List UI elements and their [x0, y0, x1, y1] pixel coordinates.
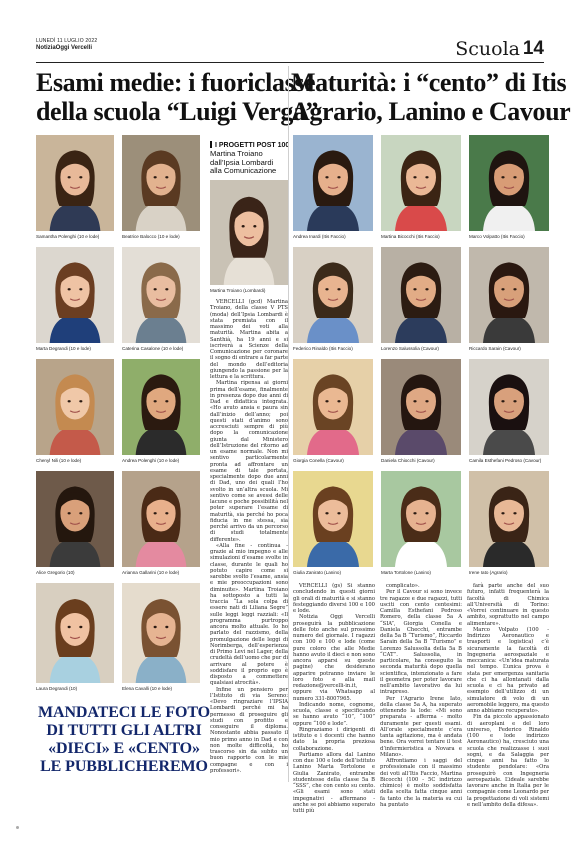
box-title-line: Martina Troiano: [210, 149, 263, 158]
graduate-photo: [293, 471, 373, 567]
student-photo: [122, 359, 200, 455]
student-caption: Chenyl Nili (10 e lode): [36, 458, 82, 463]
banner-line: LE PUBBLICHEREMO: [40, 758, 208, 775]
article-paragraph: Marco Volpato (100 - Indirizzo Aeronautico e trasporti e logistica) c’è sicuramente la facoltà di Ingegneria aerospaziale e meccanica: «Un’idea maturata nel tempo. L’unica prova è stata per emergenza sanitaria che ci ha allontanati dalla scuola e ci ha privato ad esempio dell’utilizzo di un simulatore di volo di un aeromobile leggero, ma questo anno abbiamo recuperato».: [467, 626, 549, 714]
box-title: [210, 150, 288, 176]
graduate-caption: Riccardo Sarain (Cavour): [469, 346, 521, 351]
graduate-caption: Irene Iato (Agrario): [469, 570, 508, 575]
graduate-caption: Federico Rinaldo (Itis Faccio): [293, 346, 353, 351]
student-photo: [36, 135, 114, 231]
student-caption: Andrea Polenghi (10 e lode): [122, 458, 180, 463]
right-headline-line: Maturità: i “cento” di Itis: [291, 68, 567, 97]
box-photo: [210, 180, 288, 285]
newspaper-name: NotiziaOggi Vercelli: [36, 45, 93, 51]
article-paragraph: Indicando nome, cognome, scuola, classe e specificando se hanno avuto “10”, “100” oppure “100 e lode”.: [293, 701, 375, 727]
box-kicker: [210, 141, 289, 149]
graduate-caption: Marta Tortolone (Lanino): [381, 570, 431, 575]
student-caption: Samantha Polenghi (10 e lode): [36, 234, 100, 239]
graduate-photo: [293, 247, 373, 343]
article-paragraph: farà parte anche del suo futuro, infatti frequenterà la facoltà di Chimica all’Università di Torino: «Vorrei continuare in questo ambito, soprattutto nel campo alimentare».: [467, 583, 549, 627]
graduate-caption: Andrea Inardi (Itis Faccio): [293, 234, 346, 239]
graduate-photo: [293, 359, 373, 455]
graduate-photo: [381, 247, 461, 343]
student-caption: Arianna Gallarini (10 e lode): [122, 570, 180, 575]
article-paragraph: Ringraziamo i dirigenti di istituto e i docenti che hanno dato la propria preziosa collaborazione.: [293, 726, 375, 752]
article-paragraph: Notizia Oggi Vercelli proseguirà la pubblicazione delle foto anche sul prossimo numero del giornale. I ragazzi con 100 e 100 e lode (come pure coloro che alle Medie hanno avuto il dieci e non sono ancora apparsi su queste pagine) che desiderano apparire potranno inviare le loro foto e alla mail redazione@vercelli-in.it, oppure via Whatsapp al numero 331-8007965.: [293, 614, 375, 702]
student-photo: [36, 359, 114, 455]
issue-date: LUNEDÌ 11 LUGLIO 2022: [36, 38, 98, 44]
left-headline-line: Esami medie: i fuoriclasse: [36, 68, 316, 97]
left-headline-line: della scuola “Luigi Verga”: [36, 97, 319, 126]
right-article-col-3: [467, 583, 549, 826]
banner-line: DI TUTTI GLI ALTRI: [46, 722, 202, 739]
article-paragraph: Per il Cavour si sono invece tre ragazze e due ragazzi, tutti usciti con cento centesimi: Camilla Esthefani Pedroso Romero, della classe 5a A “SIA”, Giorgia Conella e Daniela Checchi, entrambe della 5a B “Turismo”, Riccardo Sarain della 5a B “Turismo” e Lorenzo Salussolia della 5a B “CAT”. Salussolia, in particolare, ha conseguito la seconda maturità dopo quella scientifica, intenzionato a fare il geometra per poter lavorare nell’ambito lavorativo da lui intrapreso.: [380, 589, 462, 696]
student-caption: Alice Gregorio (10): [36, 570, 75, 575]
right-headline-line: Agrario, Lanino e Cavour: [291, 97, 571, 126]
graduate-photo: [381, 359, 461, 455]
box-title-line: alla Comunicazione: [210, 166, 277, 176]
graduate-photo: [381, 135, 461, 231]
article-paragraph: Partiamo allora dal Lanino con due 100 e lode dell’istituto Lanino Marta Tortolone e Giulia Zanirato, entrambe studentesse della classe 5a B “SSS”, che con cento su cento. «Gli esami sono stati impegnativi - affermano - anche se poi abbiamo superato tutti più: [293, 751, 375, 814]
header-rule: [36, 62, 544, 63]
graduate-caption: Giorgia Conella (Cavour): [293, 458, 344, 463]
graduate-caption: Giulia Zanirato (Lanino): [293, 570, 342, 575]
student-photo: [36, 471, 114, 567]
box-paragraph: «Alla fine - continua - grazie al mio impegno e alle simulazioni d’esame svolte in classe, durante le quali ho potuto capire come si sarebbe svolto l’esame, ansia e mie preoccupazioni sono diminuite». Martina Troiano ha sottoposto a tutti la traccia “La sola colpa di essere nati di Liliana Segre” sulle leggi leggi razziali: «Il programma purtroppo ancora molto attuale. Io ho parlato del razzismo, della promulgazione delle leggi di Norimberga, dell’esperienza di Primo Levi nel Lager, della crudeltà dell’uomo che pur di arrivare al potere è soddisfare il proprio ego è disposto a commettere qualsiasi atrocità».: [210, 542, 288, 687]
right-headline: [291, 68, 571, 126]
student-caption: Beatrice Balocco (10 e lode): [122, 234, 180, 239]
graduate-photo: [469, 359, 549, 455]
student-caption: Marta Degrandi (10 e lode): [36, 346, 91, 351]
graduate-photo: [469, 471, 549, 567]
article-paragraph: Per l’Agrario Irene Iato, della classe 5a A, ha superato ottenendo la lode: «Mi sono preparata - afferma - molto duramente per questi esami. All’orale specialmente c’era tanta agitazione, ma è andata bene. Ora vorrei tentare il test d’infermieristica a Novara e Milano».: [380, 695, 462, 758]
section-title: Scuola: [455, 38, 520, 60]
graduate-photo: [469, 247, 549, 343]
kicker-bar: [210, 141, 212, 148]
graduate-caption: Daniela Chiocchi (Cavour): [381, 458, 435, 463]
student-photo: [122, 247, 200, 343]
student-caption: Caterina Casalone (10 e lode): [122, 346, 184, 351]
call-to-action-banner: [34, 704, 214, 776]
graduate-caption: Martina Bicocchi (Itis Faccio): [381, 234, 440, 239]
graduate-photo: [381, 471, 461, 567]
banner-line: «DIECI» E «CENTO»: [48, 740, 200, 757]
column-divider: [288, 66, 289, 782]
graduate-photo: [293, 135, 373, 231]
page-dot: [16, 826, 19, 829]
graduate-caption: Camila Esthefani Pedroso (Cavour): [469, 458, 542, 463]
box-kicker-text: I PROGETTI POST 100: [215, 142, 290, 149]
student-photo: [36, 247, 114, 343]
box-article-body: [210, 299, 289, 774]
student-photo: [36, 583, 114, 683]
right-article-col-2: [380, 583, 462, 826]
box-paragraph: Infine un pensiero per l’Istituto di via Sereno: «Devo ringraziare l’IPSIA Lombardi perché mi ha permesso di proseguire gli studi con profitto e conseguire il diploma. Nonostante abbia passato il mio primo anno in Dad e con non molte difficoltà, ho trascorso sin da subito un buon rapporto con le mie compagne e con i professori».: [210, 686, 288, 774]
student-photo: [122, 583, 200, 683]
student-photo: [122, 471, 200, 567]
article-paragraph: VERCELLI (gs) Si stanno concludendo in questi giorni gli orali di maturità e si stanno festeggiando diversi 100 e 100 e lode.: [293, 583, 375, 614]
box-paragraph: VERCELLI (gcd) Martina Troiano, della classe V PTS (moda) dell’Ipsia Lombardi è stata premiata con il massimo dei voti alla maturità. Martina abita a Santhià, ha 19 anni e si iscriverà a Scienze della Comunicazione per coronare il sogno di entrare a far parte del mondo dell’editoria giungendo la passione per la lettura e la scrittura.: [210, 299, 289, 380]
right-article-col-1: [293, 583, 375, 826]
box-title-line: dall’Ipsia Lombardi: [210, 157, 274, 167]
graduate-caption: Marco Volpatto (Itis Faccio): [469, 234, 525, 239]
box-caption: Martina Troiano (Lombardi): [210, 288, 266, 293]
student-photo: [122, 135, 200, 231]
box-paragraph: Martina ripensa ai giorni prima dell’esame, finalmente in presenza dopo due anni di Dad e didattica integrata. «Ho avuto ansia e paura sin dall’inizio dell’anno; poi questi stati d’animo sono accresciuti sempre di più dopo la comunicazione giunta dal Ministero dell’Istruzione del ritorno ad un esame normale. Non mi sentivo particolarmente pronta ad affrontare un esame di tale portata, specialmente dopo due anni di Dad, uno dei quali l’ho svolto in un’altra scuola. Mi sentivo come se avessi delle lacune e poche possibilità nel poter superare l’esame di maturità, sia perché ho poca fiducia in me stessa, sia perché arrivo da un percorso di studi totalmente differente».: [210, 380, 288, 543]
page-number: 14: [522, 38, 544, 59]
left-headline: [36, 68, 319, 126]
article-paragraph: Affrontiamo i saggi del professionale con il massimo dei voti all’Itis Faccio, Martina Bicocchi (100 - 5C indirizzo chimico) è molto soddisfatta della scelta fatta cinque anni fa tanto che la materia su cui ha puntato: [380, 758, 462, 808]
student-caption: Elena Cavalli (10 e lode): [122, 686, 173, 691]
graduate-caption: Lorenzo Salussolia (Cavour): [381, 346, 439, 351]
graduate-photo: [469, 135, 549, 231]
article-paragraph: Fin da piccolo appassionato di aeroplani e del loro universo, Federico Rinaldo (100 e lode indirizzo Aeronautico) ha, cresciuto una scuola che realizzasse i suoi sogni, e da Salaggia per cinque anni ha fatto lo studente pendolare: «Ora proseguirò con Ingegneria aerospaziale. L’ideale sarebbe lavorare anche in Italia per le compagnie come Leonardo per la progettazione di voli sistemi e nell’ambito della difesa».: [467, 714, 549, 808]
article-paragraph: complicato».: [386, 583, 420, 589]
student-caption: Laura Degrandi (10): [36, 686, 78, 691]
banner-line: MANDATECI LE FOTO: [38, 704, 210, 721]
